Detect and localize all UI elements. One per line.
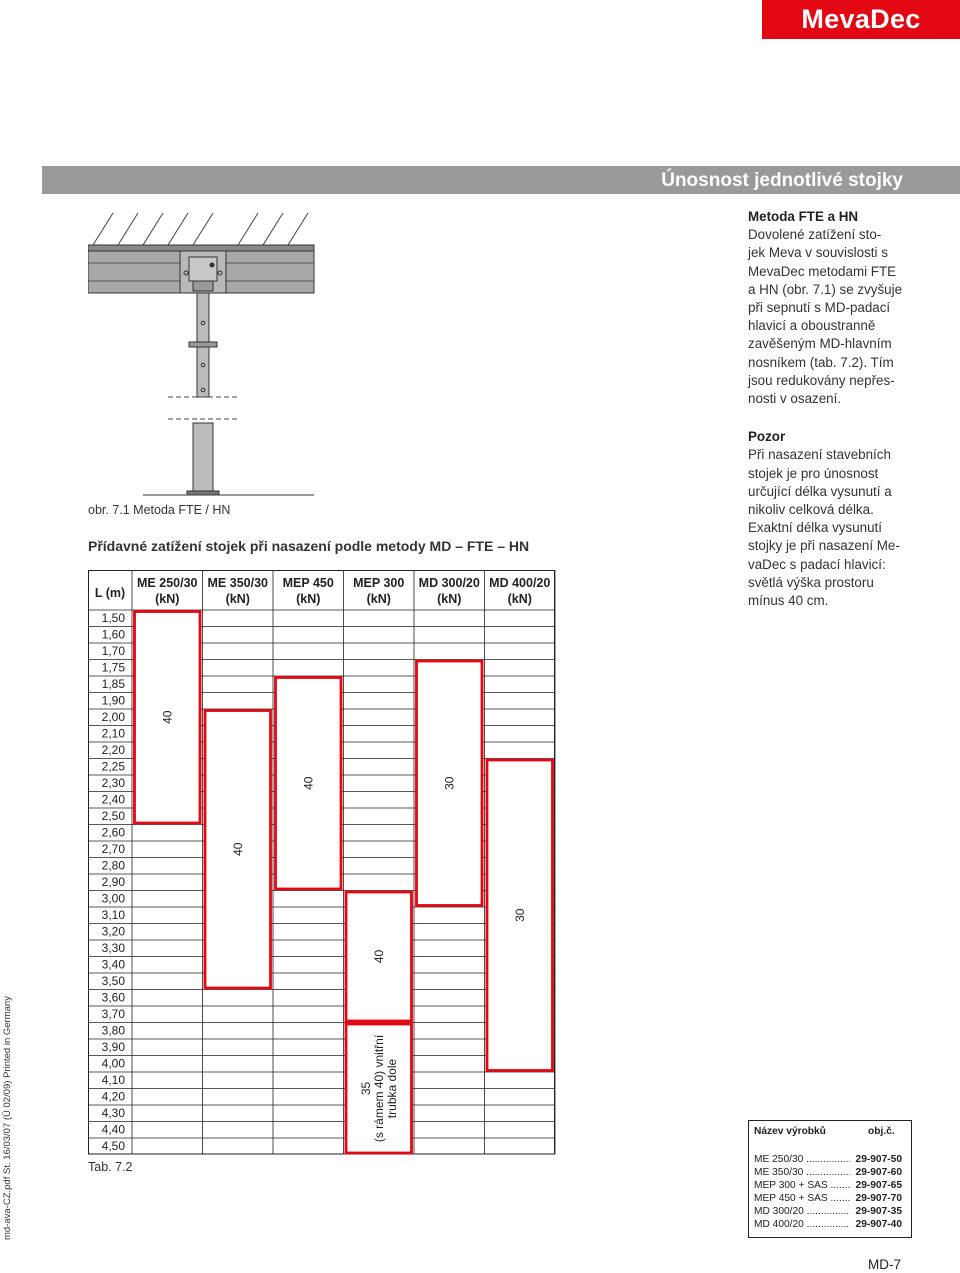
product-name: MEP 300 + SAS ..... xyxy=(754,1179,850,1192)
figure-caption: obr. 7.1 Metoda FTE / HN xyxy=(88,503,231,517)
main-beam-left xyxy=(88,251,180,293)
column-header-unit: (kN) xyxy=(437,592,462,606)
product-code: 29-907-50 xyxy=(855,1154,902,1165)
row-length-label: 2,60 xyxy=(101,825,125,840)
column-header-unit: (kN) xyxy=(225,592,250,606)
prop-outer-tube xyxy=(187,423,219,495)
column-header-name: ME 250/30 xyxy=(137,576,198,590)
row-length-label: 3,80 xyxy=(101,1023,125,1038)
column-header-unit: (kN) xyxy=(366,592,391,606)
column-header-name: ME 350/30 xyxy=(207,576,268,590)
row-length-label: 4,10 xyxy=(101,1073,125,1087)
page-title: Únosnost jednotlivé stojky xyxy=(661,170,903,191)
load-range-value-line: 40 xyxy=(371,949,386,964)
load-range-value-line: 40 xyxy=(230,842,245,856)
main-beam-right xyxy=(226,251,314,293)
note-text: Při nasazení stavebních stojek je pro únosnost určující délka vysunutí a nikoliv celková délka. Exaktní délka vysunutí stojky je při nasazení Me- vaDec s padací hlavicí: světlá výška prostoru mínus 40 cm. xyxy=(748,447,900,609)
row-length-label: 2,20 xyxy=(101,743,125,757)
row-length-label: 3,10 xyxy=(101,908,125,922)
row-length-label: 2,70 xyxy=(101,842,125,856)
row-length-label: 4,00 xyxy=(101,1056,125,1071)
load-range-value-line: 30 xyxy=(442,776,457,790)
load-range-value-line: 30 xyxy=(512,908,527,922)
load-range-value xyxy=(301,776,315,790)
prop-drawing-figure xyxy=(88,205,318,497)
row-length-label: 1,75 xyxy=(101,660,125,675)
product-row xyxy=(754,1205,902,1218)
row-length-label: 4,50 xyxy=(101,1139,125,1153)
load-range-value xyxy=(160,710,174,724)
product-name: ME 350/30 ..... xyxy=(754,1166,850,1179)
load-range-value xyxy=(442,776,456,790)
table-caption: Tab. 7.2 xyxy=(88,1160,133,1174)
column-header-name: MEP 450 xyxy=(282,576,334,590)
vertical-print-note: md-ava-CZ.pdf St. 16/03/07 (Ü 02/09) Printed in Germany xyxy=(2,996,13,1240)
sidebar-notes xyxy=(748,208,918,610)
row-length-label: 1,90 xyxy=(101,693,125,708)
load-table xyxy=(88,570,568,1160)
row-length-label: 3,50 xyxy=(101,974,125,988)
product-list xyxy=(748,1120,912,1238)
column-header-unit: (kN) xyxy=(296,592,321,606)
product-code: 29-907-35 xyxy=(855,1206,902,1217)
load-range-value-line: 40 xyxy=(301,776,316,790)
row-length-label: 3,00 xyxy=(101,891,125,906)
method-title: Metoda FTE a HN xyxy=(748,209,859,224)
page-header-bar xyxy=(42,166,960,194)
ceiling-slab xyxy=(88,245,314,251)
load-range-value xyxy=(513,908,527,922)
product-name: MD 300/20 ..... xyxy=(754,1205,850,1218)
row-header-label: L (m) xyxy=(94,586,126,600)
column-header-unit: (kN) xyxy=(155,592,180,606)
row-length-label: 3,20 xyxy=(101,924,125,939)
product-code-header: obj.č. xyxy=(868,1126,895,1137)
product-row xyxy=(754,1218,902,1231)
product-name: ME 250/30 ..... xyxy=(754,1153,850,1166)
product-row xyxy=(754,1179,902,1192)
product-code: 29-907-60 xyxy=(855,1167,902,1178)
load-range-value-line: trubka dole xyxy=(384,1058,399,1119)
note-title: Pozor xyxy=(748,429,786,445)
table-column-headers xyxy=(95,576,551,606)
row-length-label: 1,85 xyxy=(101,677,125,691)
product-row xyxy=(754,1192,902,1205)
row-length-label: 2,80 xyxy=(101,858,125,873)
row-length-label: 2,00 xyxy=(101,710,125,724)
row-length-label: 2,10 xyxy=(101,726,125,741)
row-length-label: 2,40 xyxy=(101,792,125,807)
mevadec-logo: MevaDec xyxy=(762,0,960,39)
drop-head xyxy=(180,251,226,293)
row-length-label: 4,30 xyxy=(101,1106,125,1120)
row-length-label: 2,90 xyxy=(101,875,125,889)
row-length-label: 3,60 xyxy=(101,990,125,1005)
row-length-label: 1,70 xyxy=(101,644,125,658)
product-code: 29-907-40 xyxy=(855,1219,902,1230)
ceiling-hatching xyxy=(93,213,308,245)
page-number: MD-7 xyxy=(868,1257,901,1272)
row-length-label: 2,30 xyxy=(101,776,125,790)
row-length-label: 2,25 xyxy=(101,759,125,774)
product-name-header: Název výrobků xyxy=(754,1126,826,1137)
load-range-value-line: (s rámem 40) vnitřní xyxy=(371,1034,386,1143)
table-title: Přídavné zatížení stojek při nasazení podle metody MD – FTE – HN xyxy=(88,538,530,554)
row-length-label: 3,70 xyxy=(101,1007,125,1021)
break-lines xyxy=(168,397,238,419)
column-header-name: MD 400/20 xyxy=(489,576,551,590)
product-code: 29-907-70 xyxy=(855,1193,902,1204)
row-length-label: 3,90 xyxy=(101,1040,125,1054)
row-length-label: 3,30 xyxy=(101,941,125,955)
row-length-label: 1,60 xyxy=(101,627,125,642)
method-text: Dovolené zatížení sto- jek Meva v souvislosti s MevaDec metodami FTE a HN (obr. 7.1) se zvyšuje při sepnutí s MD-padací hlavicí a oboustranně zavěšeným MD-hlavním nosníkem (tab. 7.2). Tím jsou redukovány nepřes- nosti v osazení. xyxy=(748,227,903,407)
row-length-label: 4,40 xyxy=(101,1122,125,1137)
row-length-label: 2,50 xyxy=(101,809,125,823)
column-header-name: MEP 300 xyxy=(353,576,405,590)
product-name: MD 400/20 ..... xyxy=(754,1218,850,1231)
load-range-value xyxy=(372,950,386,964)
row-length-label: 1,50 xyxy=(101,611,125,625)
load-range-value xyxy=(231,842,245,856)
product-row xyxy=(754,1166,902,1179)
product-row xyxy=(754,1153,902,1166)
load-range-value-line: 35 xyxy=(358,1081,373,1096)
product-code: 29-907-65 xyxy=(855,1180,902,1191)
row-length-label: 3,40 xyxy=(101,957,125,972)
column-header-name: MD 300/20 xyxy=(418,576,480,590)
load-range-value-line: 40 xyxy=(160,710,175,724)
column-header-unit: (kN) xyxy=(507,592,532,606)
row-length-label: 4,20 xyxy=(101,1089,125,1104)
prop-inner-tube xyxy=(189,293,217,397)
product-name: MEP 450 + SAS ..... xyxy=(754,1192,850,1205)
